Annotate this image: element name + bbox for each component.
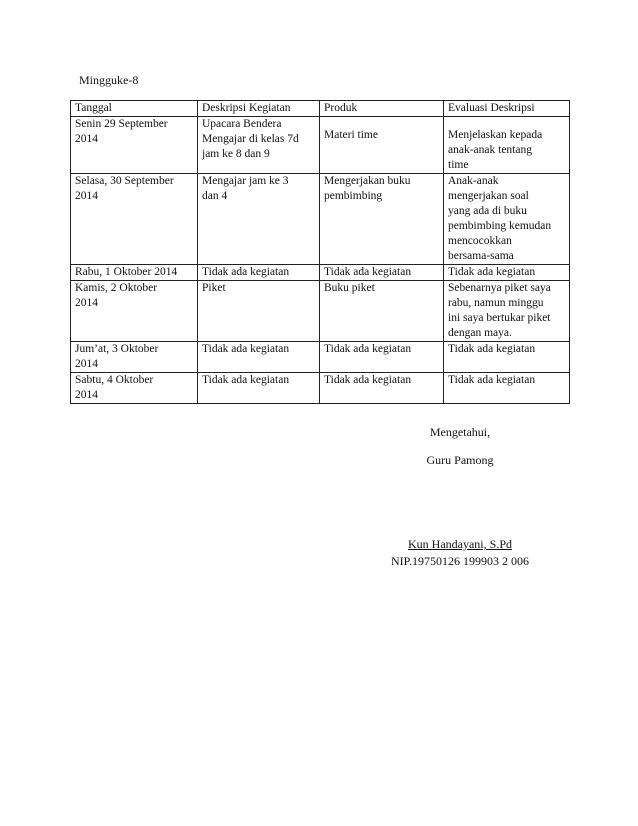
cell-line: Menjelaskan kepada (448, 129, 543, 141)
table-header-row (71, 101, 570, 117)
header-tanggal: Tanggal (71, 101, 198, 117)
cell-line: Piket (202, 282, 226, 294)
week-title: Mingguke-8 (79, 73, 139, 87)
cell-evaluasi (444, 117, 570, 174)
cell-produk (320, 373, 444, 404)
cell-evaluasi (444, 174, 570, 265)
cell-deskripsi (198, 174, 320, 265)
cell-tanggal (71, 342, 198, 373)
cell-line: ini saya bertukar piket (448, 312, 551, 324)
acknowledged-label: Mengetahui, (429, 425, 491, 439)
cell-evaluasi (444, 281, 570, 342)
cell-line: Jum’at, 3 Oktober (75, 343, 159, 355)
header-deskripsi: Deskripsi Kegiatan (198, 101, 320, 117)
cell-line: Anak-anak (448, 175, 499, 187)
cell-deskripsi (198, 342, 320, 373)
cell-line: Sebenarnya piket saya (448, 282, 551, 294)
cell-line: Mengajar jam ke 3 (202, 175, 289, 187)
cell-line: Tidak ada kegiatan (202, 343, 290, 355)
cell-line: rabu, namun minggu (448, 297, 544, 309)
cell-line: Upacara Bendera (202, 118, 282, 130)
cell-line: yang ada di buku (448, 205, 527, 217)
cell-line: Selasa, 30 September (75, 175, 174, 187)
table-row (71, 373, 570, 404)
cell-deskripsi (198, 281, 320, 342)
activity-table (70, 100, 570, 404)
cell-evaluasi (444, 373, 570, 404)
cell-line: Tidak ada kegiatan (324, 266, 412, 278)
cell-line: Mengajar di kelas 7d (202, 133, 299, 145)
cell-deskripsi (198, 265, 320, 281)
cell-line: Buku piket (324, 282, 375, 294)
cell-line: Materi time (324, 129, 378, 141)
cell-line: Sabtu, 4 Oktober (75, 374, 154, 386)
table-row (71, 174, 570, 265)
cell-produk (320, 342, 444, 373)
cell-line: Tidak ada kegiatan (324, 343, 412, 355)
cell-line: time (448, 159, 469, 171)
signer-name: Kun Handayani, S.Pd (408, 537, 512, 551)
cell-line: Mengerjakan buku (324, 175, 411, 187)
cell-tanggal (71, 373, 198, 404)
cell-line: pembimbing (324, 190, 383, 202)
cell-line: 2014 (75, 389, 98, 401)
cell-line: 2014 (75, 358, 98, 370)
cell-line: anak-anak tentang (448, 144, 532, 156)
cell-tanggal (71, 174, 198, 265)
signer-nip: NIP.19750126 199903 2 006 (390, 554, 529, 568)
header-produk: Produk (320, 101, 444, 117)
cell-line: Tidak ada kegiatan (448, 374, 536, 386)
cell-line: Tidak ada kegiatan (448, 266, 536, 278)
cell-line: mengerjakan soal (448, 190, 529, 202)
cell-deskripsi (198, 117, 320, 174)
cell-line: jam ke 8 dan 9 (202, 148, 270, 160)
cell-line: Kamis, 2 Oktober (75, 282, 158, 294)
cell-line: bersama-sama (448, 250, 514, 262)
signer-role: Guru Pamong (426, 453, 494, 467)
table-row (71, 265, 570, 281)
cell-tanggal (71, 265, 198, 281)
cell-line: 2014 (75, 190, 98, 202)
cell-line: mencocokkan (448, 235, 512, 247)
cell-line: Tidak ada kegiatan (324, 374, 412, 386)
cell-line: Tidak ada kegiatan (202, 374, 290, 386)
cell-evaluasi (444, 342, 570, 373)
cell-tanggal (71, 281, 198, 342)
table-row (71, 342, 570, 373)
table-row (71, 117, 570, 174)
cell-line: Rabu, 1 Oktober 2014 (75, 266, 178, 278)
cell-line: 2014 (75, 133, 98, 145)
cell-line: 2014 (75, 297, 98, 309)
cell-produk (320, 281, 444, 342)
cell-line: dengan maya. (448, 327, 512, 339)
header-evaluasi: Evaluasi Deskripsi (444, 101, 570, 117)
cell-line: pembimbing kemudan (448, 220, 552, 232)
cell-tanggal (71, 117, 198, 174)
cell-deskripsi (198, 373, 320, 404)
cell-line: Tidak ada kegiatan (202, 266, 290, 278)
table-row (71, 281, 570, 342)
cell-evaluasi (444, 265, 570, 281)
cell-produk (320, 117, 444, 174)
cell-line: Tidak ada kegiatan (448, 343, 536, 355)
cell-produk (320, 174, 444, 265)
cell-produk (320, 265, 444, 281)
cell-line: dan 4 (202, 190, 228, 202)
cell-line: Senin 29 September (75, 118, 168, 130)
